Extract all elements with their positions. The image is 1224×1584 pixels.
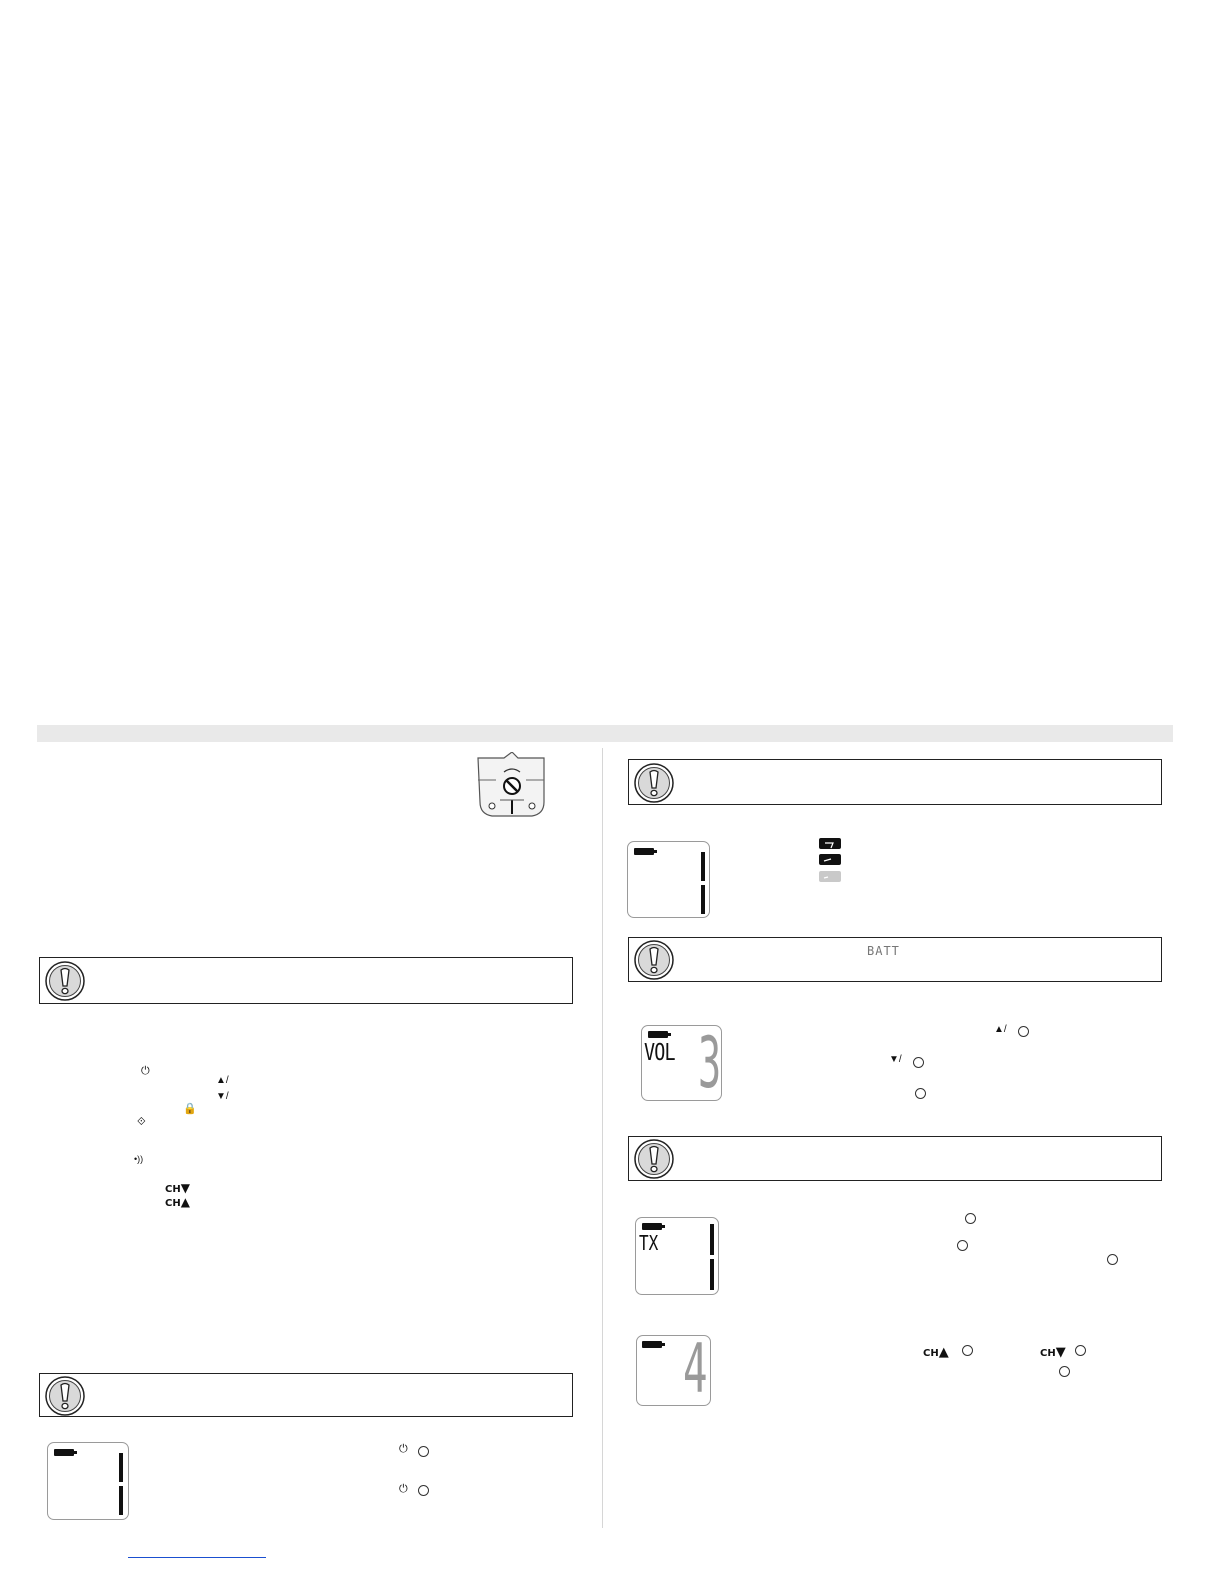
exclamation-warning-icon [44, 961, 86, 1001]
volume-down-icon: ▼/ [216, 1091, 229, 1102]
callout-circle [1075, 1345, 1086, 1356]
power-icon: ⏻ [399, 1483, 408, 1495]
ch-label: CH [165, 1184, 181, 1195]
footer-link[interactable] [128, 1557, 266, 1558]
power-icon: ⏻ [141, 1065, 150, 1077]
lcd-display-volume [641, 1022, 722, 1104]
arrow-up: ▲ [180, 1195, 190, 1209]
arrow-down: ▼ [180, 1181, 190, 1195]
battery-full-icon [819, 838, 841, 849]
ch-label: CH [165, 1198, 181, 1209]
segment-digit [698, 850, 708, 916]
arrow-down: ▼ [1055, 1345, 1066, 1360]
lcd-display-battery [627, 841, 710, 918]
volume-up-icon: ▲/ [994, 1024, 1007, 1035]
channel-up-icon [165, 1196, 190, 1209]
battery-medium-icon [819, 854, 841, 865]
batt-lcd-text: BATT [867, 944, 900, 958]
lock-icon: 🔒 [183, 1103, 197, 1115]
call-signal-icon: •)) [134, 1154, 144, 1164]
power-icon: ⏻ [399, 1443, 408, 1455]
exclamation-warning-icon [633, 940, 675, 980]
callout-circle [957, 1240, 968, 1251]
battery-indicator-icon [54, 1449, 74, 1456]
callout-circle [418, 1485, 429, 1496]
callout-circle [915, 1088, 926, 1099]
lcd-channel-digit: 4 [683, 1330, 708, 1409]
lcd-tx-text: TX [639, 1231, 659, 1255]
lcd-vol-text: VOL [644, 1040, 675, 1066]
battery-indicator-icon [642, 1223, 662, 1230]
battery-indicator-icon [648, 1031, 668, 1038]
warning-note-4 [628, 937, 1162, 982]
volume-up-icon: ▲/ [216, 1075, 229, 1086]
arrow-up: ▲ [938, 1345, 949, 1360]
lcd-display-channel [636, 1330, 711, 1409]
battery-indicator-icon [634, 848, 654, 855]
ch-label: CH [923, 1348, 939, 1359]
channel-down-icon [165, 1182, 190, 1195]
exclamation-warning-icon [44, 1376, 86, 1416]
column-divider [602, 748, 603, 1528]
warning-note-2 [39, 1373, 573, 1417]
section-header-band [37, 725, 1173, 742]
warning-note-5 [628, 1136, 1162, 1181]
callout-circle [962, 1345, 973, 1356]
callout-circle [1059, 1366, 1070, 1377]
channel-down-icon [1040, 1346, 1066, 1359]
lcd-display-power-on [47, 1442, 129, 1520]
callout-circle [1107, 1254, 1118, 1265]
warning-note-3 [628, 759, 1162, 805]
callout-circle [418, 1446, 429, 1457]
callout-circle [965, 1213, 976, 1224]
exclamation-warning-icon [633, 1139, 675, 1179]
callout-circle [1018, 1026, 1029, 1037]
warning-note-1 [39, 957, 573, 1004]
belt-clip-illustration [474, 752, 550, 825]
channel-up-icon [923, 1346, 949, 1359]
volume-down-icon: ▼/ [889, 1054, 902, 1065]
segment-digit [116, 1451, 126, 1517]
callout-circle [913, 1057, 924, 1068]
lcd-display-tx [635, 1217, 719, 1295]
ch-label: CH [1040, 1348, 1056, 1359]
exclamation-warning-icon [633, 763, 675, 803]
lcd-volume-digit: 3 [698, 1022, 722, 1104]
battery-indicator-icon [642, 1341, 662, 1348]
battery-low-icon [819, 871, 841, 882]
segment-digit [707, 1222, 717, 1292]
menu-enter-icon: ⟐ [137, 1116, 146, 1128]
